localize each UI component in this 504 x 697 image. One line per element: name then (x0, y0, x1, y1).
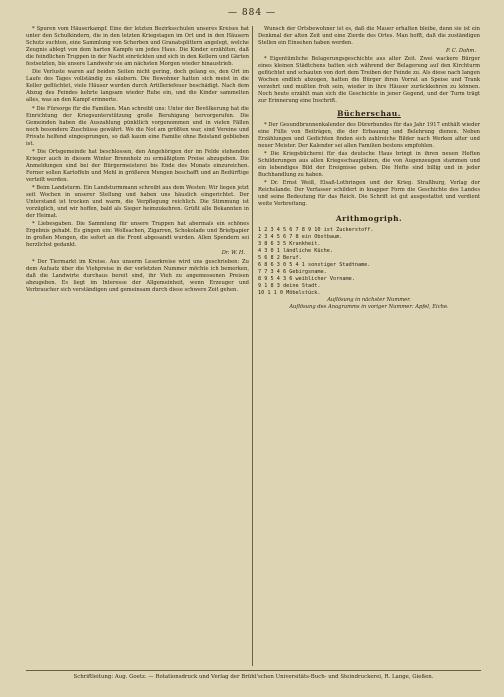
article-paragraph: * Die Fürsorge für die Familien. Man schreibt uns: Unter der Bevölkerung hat die Einrichtung der Kriegsunterstützung große Beruhigung hervorgerufen. Die Gemeinden haben die Auszahlung pünktlich vorgenommen und in vielen Fällen noch besondere Zuschüsse gewährt. Wo die Not am größten war, sind Vereine und Private helfend eingesprungen, so daß kaum eine Familie ohne Beistand geblieben ist. (26, 105, 249, 147)
riddle-row: 5 6 8 2 Beruf. (258, 255, 302, 262)
riddle-row: 1 2 3 4 5 6 7 8 9 10 ist Zuckerstoff. (258, 227, 374, 234)
review-paragraph: * Dr. Ernst Weiß, Elsaß-Lothringen und der Krieg. Straßburg, Verlag der Reichslande. Der Verfasser schildert in knapper Form die Geschichte des Landes und seine Bedeutung für das Reich. Die Schrift ist gut ausgestattet und verdient weite Verbreitung. (258, 179, 480, 208)
riddle-row: 10 1 1 0 Möbelstück. (258, 290, 321, 297)
imprint-footer: Schriftleitung: Aug. Goetz. — Rotationsdruck und Verlag der Brühl'schen Universitäts-Buch- und Steindruckerei, R. Lange, Gießen. (73, 674, 434, 680)
article-paragraph: Die Verluste waren auf beiden Seiten nicht gering, doch gelang es, den Ort im Laufe des Tages vollständig zu säubern. Die Bewohner hatten sich meist in die Keller geflüchtet, viele Häuser wurden durch Artilleriefeuer beschädigt. Nach dem Abzug des Feindes kehrte langsam wieder Ruhe ein, und die Kinder sammelten alles, was an den Kampf erinnerte. (26, 69, 249, 104)
article-paragraph: * Beim Landsturm. Ein Landsturmmann schreibt aus dem Westen: Wir liegen jetzt seit Wochen in unserer Stellung und haben uns häuslich eingerichtet. Der Unterstand ist trocken und warm, die Verpflegung reichlich. Die Stimmung ist vorzüglich, und wir hoffen, bald als Sieger heimzukehren. Grüßt alle Bekannten in der Heimat. (26, 185, 249, 220)
riddle-row: 2 3 4 5 6 7 8 ein Obstbaum. (258, 234, 343, 241)
previous-solution: Auflösung des Anagramms in voriger Nummer: Apfel, Eiche. (289, 304, 449, 311)
review-paragraph: * Der Gesundbrunnenkalender des Dürerbundes für das Jahr 1917 enthält wieder eine Fülle von Beiträgen, die der Erbauung und Belehrung dienen. Neben Erzählungen und Gedichten finden sich zahlreiche Bilder nach Werken alter und neuer Meister. Der Kalender sei allen Familien bestens empfohlen. (258, 121, 480, 149)
article-paragraph: * Spuren vom Häuserkampf. Eine der letzten Bezirksschulen unseres Kreises hat unter den Schulkindern, die in den letzten Kriegstagen im Ort und in den Häusern Schutz suchten, eine Sammlung von Scherben und Granatsplittern angelegt, welche Zeugnis ablegt von dem harten Kampfe um jedes Haus. Die Kinder erzählten, daß die feindlichen Truppen in der Nacht einrückten und sich in den Kellern und Gärten festsetzten, bis unsere Landwehr sie am nächsten Morgen wieder hinaustrieb. (26, 26, 249, 68)
riddle-row: 7 7 3 4 6 Gebirgsname. (258, 269, 327, 276)
footer-divider (26, 670, 481, 671)
page-number: — 884 — (228, 8, 276, 18)
riddle-row: 6 8 6 3 0 5 4 1 sonstiger Stadtname. (258, 262, 371, 269)
article-paragraph: * Eigentümliche Belagerungsgeschichte aus alter Zeit. Zwei wackere Bürger eines kleinen Städtchens hatten sich während der Belagerung auf den Kirchturm geflüchtet und schauten von dort dem Treiben der Feinde zu. Als diese nach langen Wochen endlich abzogen, hatten die Bürger ihren Vorrat an Speise und Trank verzehrt und mußten froh sein, wieder in ihre Häuser zurückkehren zu können. Noch heute erzählt man sich die Geschichte in jener Gegend, und der Turm trägt zur Erinnerung eine Inschrift. (258, 56, 480, 105)
riddle-note: Auflösung in nächster Nummer. (327, 297, 411, 304)
right-column (258, 26, 480, 666)
review-paragraph: * Die Kriegsbücherei für das deutsche Haus bringt in ihren neuen Heften Schilderungen aus allen Kriegsschauplätzen, die von Augenzeugen stammen und ein lebendiges Bild der Ereignisse geben. Die Hefte sind billig und in jeder Buchhandlung zu haben. (258, 150, 480, 178)
author-signature: Dr. W. H. (221, 250, 245, 257)
column-divider (252, 26, 253, 666)
article-paragraph: * Der Tiermarkt im Kreise. Aus unserm Leserkreise wird uns geschrieben: Zu dem Aufsatz über die Viehpreise in der vorletzten Nummer möchte ich bemerken, daß die Landwirte durchaus bereit sind, ihr Vieh zu angemessenen Preisen abzugeben. Es liegt im Interesse der Allgemeinheit, wenn Erzeuger und Verbraucher sich verständigen und gemeinsam durch diese schwere Zeit gehen. (26, 258, 249, 293)
riddle-row: 4 3 0 1 ländliche Küche. (258, 248, 333, 255)
article-paragraph: Wunsch der Ortsbewohner ist es, daß die Mauer erhalten bleibe, denn sie ist ein Denkmal der alten Zeit und eine Zierde des Ortes. Man hofft, daß die zuständigen Stellen ein Einsehen haben werden. (258, 26, 480, 47)
article-paragraph: * Die Ortsgemeinde hat beschlossen, den Angehörigen der im Felde stehenden Krieger auch in diesem Winter Brennholz zu ermäßigtem Preise abzugeben. Die Anmeldungen sind bei der Bürgermeisterei bis Ende des Monats einzureichen. Ferner sollen Kartoffeln und Mehl in größeren Mengen beschafft und an Bedürftige verteilt werden. (26, 148, 249, 183)
riddle-row: 3 8 6 3 5 Krankheit. (258, 241, 321, 248)
riddle-row: 9 1 8 3 deine Stadt. (258, 283, 321, 290)
author-signature: P. C. Dahm. (446, 48, 476, 55)
article-paragraph: * Liebesgaben. Die Sammlung für unsere Truppen hat abermals ein schönes Ergebnis gehabt. Es gingen ein: Wollsachen, Zigarren, Schokolade und Briefpapier in großen Mengen, die sofort an die Front abgesandt wurden. Allen Spendern sei herzlichst gedankt. (26, 221, 249, 249)
riddle-heading: Arithmogriph. (335, 214, 403, 224)
section-heading: Bücherschau. (337, 108, 401, 118)
riddle-row: 8 9 5 4 3 6 weiblicher Vorname. (258, 276, 355, 283)
left-column (26, 26, 249, 666)
